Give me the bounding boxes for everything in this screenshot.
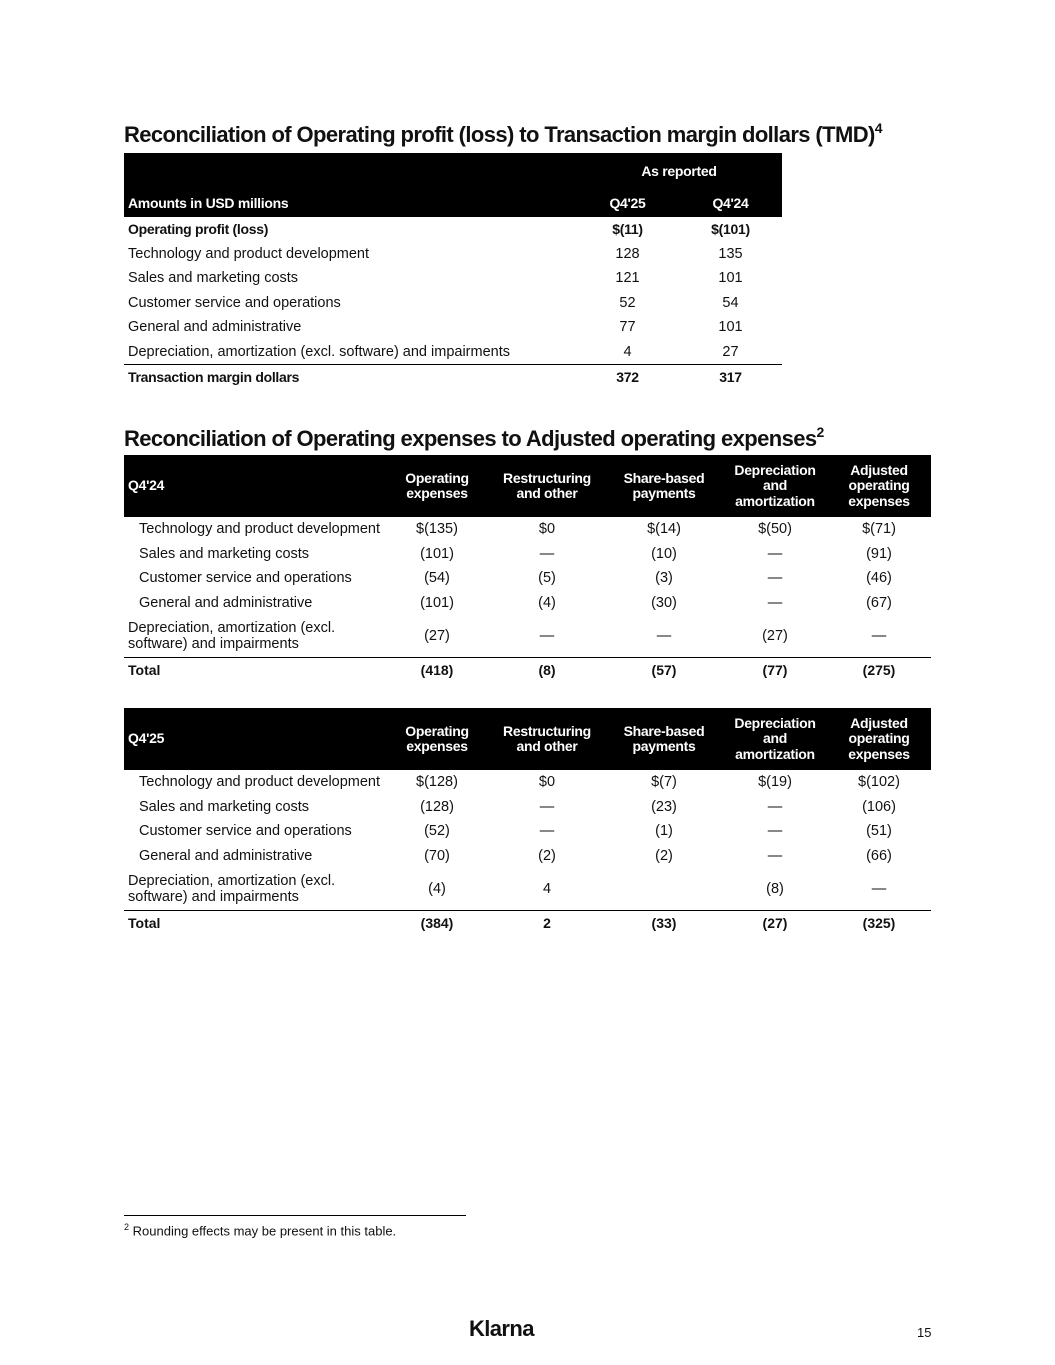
row-label: Operating profit (loss) [128, 221, 269, 238]
cell: (52) [424, 823, 450, 840]
cell: (10) [651, 545, 677, 562]
row-label: Customer service and operations [139, 823, 352, 840]
cell: $(19) [758, 774, 792, 791]
table-row [124, 542, 931, 567]
table-row [124, 844, 931, 869]
cell: 135 [718, 245, 743, 262]
col-adjusted: Adjusted operating expenses [827, 455, 931, 517]
col-share-based: Share-based payments [605, 708, 723, 770]
cell: 372 [576, 365, 679, 390]
cell: — [539, 628, 555, 644]
row-label: Total [124, 658, 385, 683]
opex-title-footnote-ref: 2 [816, 424, 824, 440]
cell: (27) [424, 628, 450, 644]
cell: (4) [538, 594, 556, 611]
col-restructuring: Restructuring and other [489, 708, 605, 770]
cell: — [539, 798, 555, 815]
row-label: Customer service and operations [128, 294, 341, 311]
cell: — [871, 628, 887, 644]
period-header: Q4'25 [124, 708, 385, 770]
cell: 128 [615, 245, 640, 262]
cell: $(71) [862, 521, 896, 538]
cell: (101) [420, 594, 454, 611]
footnote-text: Rounding effects may be present in this table. [132, 1223, 397, 1239]
cell: $(11) [612, 221, 643, 238]
row-label: Technology and product development [139, 774, 381, 791]
cell: $(14) [647, 521, 681, 538]
amounts-header: Amounts in USD millions [124, 189, 576, 217]
cell: $(101) [711, 221, 750, 238]
row-label: Sales and marketing costs [139, 545, 310, 562]
cell: 121 [615, 270, 640, 287]
col-q4-25-header: Q4'25 [576, 189, 679, 217]
col-operating-expenses: Operating expenses [385, 708, 489, 770]
table-total-row [124, 911, 931, 936]
cell: (8) [766, 881, 784, 897]
row-label: Depreciation, amortization (excl. software) and impairments [128, 343, 510, 360]
row-label: Customer service and operations [139, 570, 352, 587]
tmd-header-spacer [124, 153, 576, 189]
table-row [124, 615, 931, 658]
opex-table-q4-24 [124, 455, 931, 682]
cell: $0 [538, 774, 556, 791]
tmd-table [124, 153, 782, 390]
period-header: Q4'24 [124, 455, 385, 517]
cell: $(102) [858, 774, 900, 791]
cell: (128) [420, 798, 454, 815]
table-row [124, 819, 931, 844]
cell: 4 [623, 343, 632, 360]
table-row [124, 291, 782, 316]
col-q4-24-header: Q4'24 [679, 189, 782, 217]
table-total-row [124, 365, 782, 390]
table-row [124, 566, 931, 591]
footnote [124, 1222, 396, 1238]
cell: — [871, 881, 887, 897]
row-label: Technology and product development [139, 521, 381, 538]
cell: (325) [827, 911, 931, 936]
cell: (91) [866, 545, 892, 562]
table-row [124, 868, 931, 911]
cell: $(7) [651, 774, 677, 791]
cell: (101) [420, 545, 454, 562]
as-reported-header: As reported [576, 153, 782, 189]
cell: 54 [722, 294, 739, 311]
cell: (77) [723, 658, 827, 683]
cell: (275) [827, 658, 931, 683]
cell: 317 [679, 365, 782, 390]
col-depreciation: Depreciation and amortization [723, 708, 827, 770]
cell: (2) [655, 847, 673, 864]
col-restructuring: Restructuring and other [489, 455, 605, 517]
cell: (106) [862, 798, 896, 815]
cell: 101 [718, 270, 743, 287]
cell: — [767, 847, 783, 864]
col-adjusted: Adjusted operating expenses [827, 708, 931, 770]
cell: (66) [866, 847, 892, 864]
cell: (418) [385, 658, 489, 683]
col-operating-expenses: Operating expenses [385, 455, 489, 517]
table-row [124, 340, 782, 365]
table-row [124, 266, 782, 291]
cell: (70) [424, 847, 450, 864]
col-depreciation: Depreciation and amortization [723, 455, 827, 517]
cell: (54) [424, 570, 450, 587]
cell: (67) [866, 594, 892, 611]
cell: (27) [762, 628, 788, 644]
tmd-title-footnote-ref: 4 [874, 120, 882, 136]
cell: 77 [619, 319, 636, 336]
cell: (33) [605, 911, 723, 936]
cell: (46) [866, 570, 892, 587]
opex-table-q4-25 [124, 708, 931, 935]
table-row [124, 795, 931, 820]
cell: — [656, 628, 672, 644]
cell: $0 [538, 521, 556, 538]
row-label: Sales and marketing costs [139, 798, 310, 815]
cell: (30) [651, 594, 677, 611]
cell: (27) [723, 911, 827, 936]
table-row [124, 770, 931, 795]
cell: 4 [542, 881, 552, 897]
col-share-based: Share-based payments [605, 455, 723, 517]
cell: 2 [489, 911, 605, 936]
cell [605, 868, 723, 911]
cell: — [539, 823, 555, 840]
table-row [124, 517, 931, 542]
cell: $(128) [416, 774, 458, 791]
table-total-row [124, 658, 931, 683]
row-label: General and administrative [139, 594, 313, 611]
row-label: Technology and product development [128, 245, 370, 262]
opex-title [124, 424, 824, 452]
row-label: Transaction margin dollars [124, 365, 576, 390]
cell: — [767, 545, 783, 562]
cell: (51) [866, 823, 892, 840]
opex-title-text: Reconciliation of Operating expenses to Adjusted operating expenses [124, 426, 817, 451]
table-row [124, 315, 782, 340]
cell: — [767, 570, 783, 587]
cell: (57) [605, 658, 723, 683]
cell: (4) [428, 881, 446, 897]
cell: (8) [489, 658, 605, 683]
cell: (384) [385, 911, 489, 936]
table-row [124, 591, 931, 616]
page-number: 15 [917, 1325, 932, 1340]
footnote-marker: 2 [124, 1222, 130, 1232]
cell: (2) [538, 847, 556, 864]
table-row [124, 242, 782, 267]
row-label: General and administrative [128, 319, 302, 336]
cell: (23) [651, 798, 677, 815]
cell: 27 [722, 343, 739, 360]
row-label: Depreciation, amortization (excl. software) and impairments [128, 620, 336, 652]
table-row [124, 217, 782, 242]
cell: $(135) [416, 521, 458, 538]
cell: 101 [718, 319, 743, 336]
cell: 52 [619, 294, 636, 311]
footnote-divider [124, 1215, 466, 1216]
row-label: Depreciation, amortization (excl. software) and impairments [128, 873, 336, 905]
tmd-title [124, 120, 882, 148]
cell: $(50) [758, 521, 792, 538]
row-label: General and administrative [139, 847, 313, 864]
row-label: Sales and marketing costs [128, 270, 299, 287]
cell: (5) [538, 570, 556, 587]
klarna-logo: Klarna [469, 1316, 534, 1341]
tmd-title-text: Reconciliation of Operating profit (loss) to Transaction margin dollars (TMD) [124, 122, 875, 147]
cell: — [767, 798, 783, 815]
cell: — [767, 594, 783, 611]
row-label: Total [124, 911, 385, 936]
cell: — [539, 545, 555, 562]
cell: (3) [655, 570, 673, 587]
cell: (1) [655, 823, 673, 840]
cell: — [767, 823, 783, 840]
